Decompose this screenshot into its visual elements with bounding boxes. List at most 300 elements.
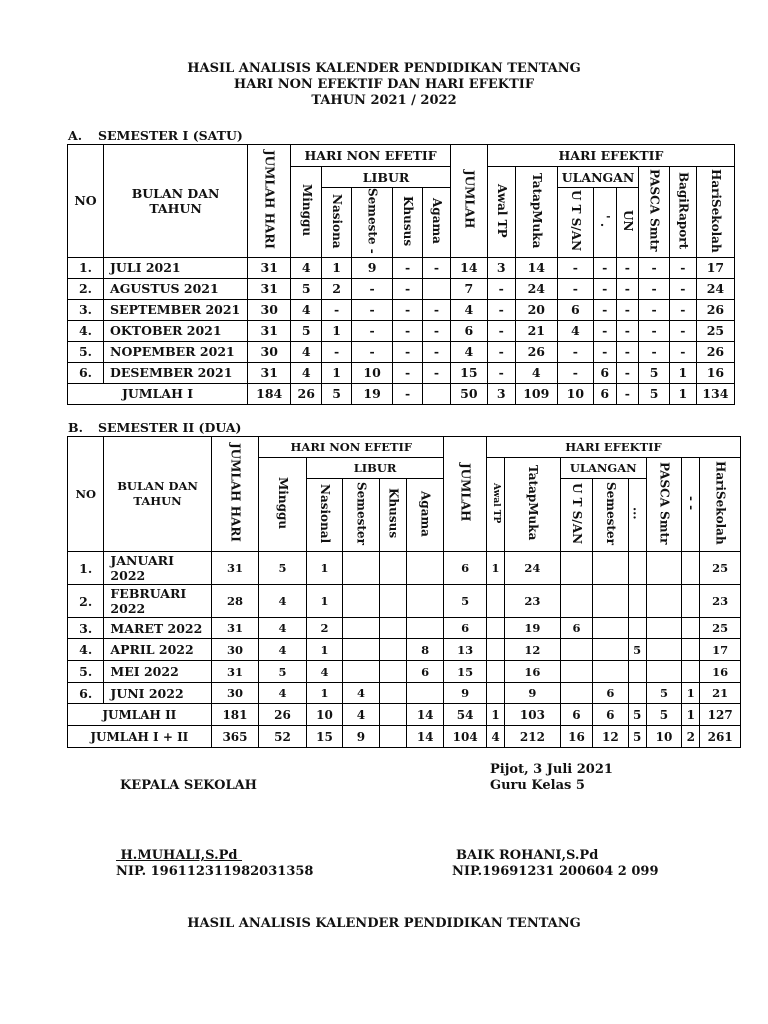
value-cell: 7 [450, 278, 487, 299]
value-cell: 30 [248, 341, 291, 362]
total-cell: 19 [352, 383, 393, 404]
section-a-title: SEMESTER I (SATU) [98, 128, 243, 143]
total-cell: 26 [291, 383, 322, 404]
total-cell: 10 [646, 726, 681, 748]
total-cell: - [616, 383, 639, 404]
value-cell [406, 618, 443, 639]
section-a-heading [68, 128, 243, 143]
value-cell: 16 [700, 661, 741, 683]
month-cell: NOPEMBER 2021 [104, 341, 248, 362]
value-cell: 14 [450, 257, 487, 278]
value-cell: - [423, 341, 451, 362]
row-number: 5. [68, 341, 104, 362]
value-cell: - [616, 278, 639, 299]
value-cell [646, 552, 681, 585]
value-cell [343, 618, 379, 639]
right-role: Guru Kelas 5 [490, 778, 585, 793]
header-tatap-muka: TatapMuka [525, 465, 540, 541]
value-cell: - [423, 257, 451, 278]
value-cell: - [487, 278, 515, 299]
value-cell: 14 [515, 257, 557, 278]
section-a-label: A. [68, 128, 83, 143]
value-cell: 26 [515, 341, 557, 362]
header-semester2: Semester [603, 482, 618, 545]
table-row [68, 257, 735, 278]
header-bagi-raport: BagiRaport [676, 171, 691, 249]
value-cell: 1 [486, 552, 504, 585]
value-cell: 16 [696, 362, 734, 383]
header-nasional: Nasiona [330, 193, 345, 249]
header-ulangan: ULANGAN [557, 167, 638, 188]
month-cell: MARET 2022 [104, 618, 211, 639]
value-cell: 28 [211, 585, 259, 618]
header-uts: U T S/AN [568, 190, 583, 252]
value-cell [486, 639, 504, 661]
value-cell: 12 [505, 639, 561, 661]
header-jumlah: JUMLAH [462, 170, 477, 229]
value-cell: 5 [291, 320, 322, 341]
total-cell: 212 [505, 726, 561, 748]
month-cell: JUNI 2022 [104, 683, 211, 704]
total-cell: 1 [670, 383, 697, 404]
total-cell: 103 [505, 704, 561, 726]
value-cell [646, 661, 681, 683]
value-cell [379, 639, 406, 661]
value-cell: 4 [450, 299, 487, 320]
value-cell [593, 585, 628, 618]
total-cell: 2 [682, 726, 700, 748]
value-cell [628, 661, 646, 683]
total-label: JUMLAH I + II [68, 726, 212, 748]
header-jumlah-hari: JUMLAH HARI [228, 443, 243, 542]
value-cell: 31 [211, 618, 259, 639]
value-cell: 31 [248, 362, 291, 383]
total-cell: 109 [515, 383, 557, 404]
header-efektif: HARI EFEKTIF [486, 437, 740, 458]
value-cell: 4 [343, 683, 379, 704]
value-cell [646, 639, 681, 661]
value-cell [560, 683, 592, 704]
header-pasca: PASCA Smtr [647, 169, 662, 252]
value-cell: 26 [696, 299, 734, 320]
header-un: UN [620, 210, 635, 232]
value-cell [486, 585, 504, 618]
month-cell: AGUSTUS 2021 [104, 278, 248, 299]
semester-a-table [67, 144, 735, 405]
header-agama: Agama [418, 490, 433, 537]
total-cell: 365 [211, 726, 259, 748]
value-cell: - [322, 299, 352, 320]
value-cell: - [593, 341, 616, 362]
value-cell: 16 [505, 661, 561, 683]
value-cell: - [423, 299, 451, 320]
value-cell: - [487, 341, 515, 362]
value-cell [343, 661, 379, 683]
header-minggu: Minggu [276, 476, 291, 530]
row-number: 3. [68, 618, 104, 639]
table-row [68, 618, 741, 639]
value-cell [682, 639, 700, 661]
value-cell: 15 [444, 661, 487, 683]
total-row [68, 726, 741, 748]
header-efektif: HARI EFEKTIF [487, 145, 734, 167]
value-cell: 6 [444, 618, 487, 639]
value-cell: - [352, 341, 393, 362]
value-cell: 17 [696, 257, 734, 278]
value-cell: 6 [560, 618, 592, 639]
value-cell [486, 683, 504, 704]
value-cell: 1 [322, 362, 352, 383]
total-cell: 5 [646, 704, 681, 726]
value-cell [593, 552, 628, 585]
month-cell: FEBRUARI 2022 [104, 585, 211, 618]
total-cell: 10 [557, 383, 593, 404]
total-cell: 16 [560, 726, 592, 748]
value-cell [560, 661, 592, 683]
header-hari-sekolah: HariSekolah [713, 461, 728, 545]
header-minggu: Minggu [299, 184, 314, 237]
value-cell: - [487, 320, 515, 341]
value-cell: 20 [515, 299, 557, 320]
value-cell: 9 [352, 257, 393, 278]
value-cell: 1 [682, 683, 700, 704]
semester-b-table [67, 436, 741, 748]
value-cell: 9 [505, 683, 561, 704]
value-cell: 4 [291, 341, 322, 362]
value-cell: 6 [593, 683, 628, 704]
value-cell [628, 683, 646, 704]
header-khusus: Khusus [401, 195, 416, 246]
value-cell: 5 [259, 552, 307, 585]
value-cell [379, 618, 406, 639]
right-signer-name: BAIK ROHANI,S.Pd [456, 848, 599, 863]
value-cell: - [639, 257, 670, 278]
total-cell: 54 [444, 704, 487, 726]
doc-title-line1: HASIL ANALISIS KALENDER PENDIDIKAN TENTANG [187, 61, 581, 76]
value-cell: 10 [352, 362, 393, 383]
value-cell: 23 [700, 585, 741, 618]
value-cell: 1 [322, 320, 352, 341]
row-number: 6. [68, 362, 104, 383]
row-number: 5. [68, 661, 104, 683]
total-cell: 6 [560, 704, 592, 726]
total-cell: 4 [486, 726, 504, 748]
header-no: NO [68, 145, 104, 258]
value-cell: - [393, 362, 423, 383]
value-cell: - [393, 320, 423, 341]
header-semester: Semester [354, 482, 369, 545]
value-cell [406, 683, 443, 704]
table-row [68, 320, 735, 341]
value-cell: - [423, 320, 451, 341]
month-cell: MEI 2022 [104, 661, 211, 683]
table-row [68, 552, 741, 585]
header-hari-sekolah: HariSekolah [708, 168, 723, 253]
header-col-unlabeled: - - [684, 495, 699, 511]
value-cell: - [616, 257, 639, 278]
value-cell: 5 [646, 683, 681, 704]
value-cell: 4 [259, 618, 307, 639]
value-cell: 5 [291, 278, 322, 299]
value-cell: - [639, 299, 670, 320]
table-row [68, 585, 741, 618]
total-row [68, 704, 741, 726]
value-cell: - [352, 299, 393, 320]
row-number: 1. [68, 552, 104, 585]
month-cell: SEPTEMBER 2021 [104, 299, 248, 320]
total-cell: 14 [406, 726, 443, 748]
value-cell [343, 639, 379, 661]
value-cell: 24 [696, 278, 734, 299]
total-cell [379, 704, 406, 726]
total-cell: 127 [700, 704, 741, 726]
value-cell: - [557, 257, 593, 278]
value-cell: 1 [306, 552, 342, 585]
month-cell: JANUARI 2022 [104, 552, 211, 585]
total-cell: 12 [593, 726, 628, 748]
value-cell: - [616, 341, 639, 362]
total-cell: 1 [486, 704, 504, 726]
value-cell [343, 552, 379, 585]
total-cell: 50 [450, 383, 487, 404]
value-cell: 13 [444, 639, 487, 661]
section-b-title: SEMESTER II (DUA) [98, 420, 242, 435]
value-cell [560, 552, 592, 585]
header-ulangan: ULANGAN [560, 458, 646, 479]
total-cell: 6 [593, 383, 616, 404]
value-cell: 15 [450, 362, 487, 383]
value-cell: 26 [696, 341, 734, 362]
value-cell: 5 [444, 585, 487, 618]
value-cell: - [393, 341, 423, 362]
value-cell: - [616, 362, 639, 383]
value-cell [593, 639, 628, 661]
header-ulangan-col3: ... [630, 507, 645, 520]
row-number: 6. [68, 683, 104, 704]
value-cell: 21 [700, 683, 741, 704]
value-cell: - [557, 341, 593, 362]
left-role: KEPALA SEKOLAH [120, 778, 257, 793]
total-cell: 1 [682, 704, 700, 726]
value-cell: 23 [505, 585, 561, 618]
value-cell: - [557, 362, 593, 383]
total-cell: 4 [343, 704, 379, 726]
value-cell: 6 [557, 299, 593, 320]
header-jumlah: JUMLAH [458, 463, 473, 522]
row-number: 3. [68, 299, 104, 320]
value-cell: 4 [259, 585, 307, 618]
total-cell: 26 [259, 704, 307, 726]
value-cell [379, 585, 406, 618]
value-cell: 4 [291, 362, 322, 383]
value-cell: 3 [487, 257, 515, 278]
row-number: 1. [68, 257, 104, 278]
value-cell: 4 [306, 661, 342, 683]
total-cell: 5 [639, 383, 670, 404]
table-row [68, 661, 741, 683]
value-cell [486, 618, 504, 639]
total-label: JUMLAH I [68, 383, 248, 404]
value-cell: 1 [306, 639, 342, 661]
total-cell: 5 [322, 383, 352, 404]
value-cell [379, 552, 406, 585]
header-semester: Semeste - [365, 188, 380, 254]
header-tatap-muka: TatapMuka [529, 172, 544, 249]
value-cell [628, 585, 646, 618]
header-agama: Agama [429, 197, 444, 244]
value-cell: 30 [211, 683, 259, 704]
header-non-efektif: HARI NON EFETIF [291, 145, 451, 167]
value-cell: 31 [211, 661, 259, 683]
row-number: 2. [68, 585, 104, 618]
left-signer-nip: NIP. 196112311982031358 [116, 864, 314, 879]
value-cell [560, 639, 592, 661]
value-cell: 6 [450, 320, 487, 341]
section-b-heading [68, 420, 241, 435]
value-cell: 25 [700, 552, 741, 585]
value-cell [682, 661, 700, 683]
value-cell [379, 683, 406, 704]
total-cell [379, 726, 406, 748]
total-cell: 5 [628, 726, 646, 748]
value-cell: 6 [593, 362, 616, 383]
total-cell: 5 [628, 704, 646, 726]
value-cell: - [487, 362, 515, 383]
total-cell: 261 [700, 726, 741, 748]
header-bulan: BULAN DAN TAHUN [104, 437, 211, 552]
value-cell: 5 [259, 661, 307, 683]
value-cell: 19 [505, 618, 561, 639]
value-cell [406, 552, 443, 585]
value-cell: - [393, 257, 423, 278]
value-cell: 2 [322, 278, 352, 299]
value-cell: - [593, 299, 616, 320]
value-cell: - [670, 341, 697, 362]
total-cell: 181 [211, 704, 259, 726]
value-cell: 21 [515, 320, 557, 341]
value-cell: 4 [557, 320, 593, 341]
total-cell: 184 [248, 383, 291, 404]
value-cell: - [639, 341, 670, 362]
value-cell: - [352, 278, 393, 299]
value-cell: 31 [248, 320, 291, 341]
value-cell [646, 585, 681, 618]
header-bulan: BULAN DAN TAHUN [104, 145, 248, 258]
value-cell [593, 661, 628, 683]
month-cell: DESEMBER 2021 [104, 362, 248, 383]
doc-title-line3: TAHUN 2021 / 2022 [311, 93, 457, 108]
value-cell: - [322, 341, 352, 362]
value-cell: 2 [306, 618, 342, 639]
value-cell: 25 [696, 320, 734, 341]
value-cell [628, 552, 646, 585]
row-number: 2. [68, 278, 104, 299]
value-cell [628, 618, 646, 639]
total-cell: 3 [487, 383, 515, 404]
value-cell [406, 585, 443, 618]
value-cell: - [487, 299, 515, 320]
value-cell: 30 [248, 299, 291, 320]
footer-title: HASIL ANALISIS KALENDER PENDIDIKAN TENTANG [187, 916, 581, 931]
value-cell: 24 [505, 552, 561, 585]
value-cell: 8 [406, 639, 443, 661]
header-non-efektif: HARI NON EFETIF [259, 437, 444, 458]
value-cell: 5 [639, 362, 670, 383]
section-b-label: B. [68, 420, 83, 435]
value-cell: 4 [259, 639, 307, 661]
value-cell: 4 [450, 341, 487, 362]
value-cell: - [639, 320, 670, 341]
value-cell: 1 [306, 683, 342, 704]
value-cell: 4 [259, 683, 307, 704]
value-cell: 4 [515, 362, 557, 383]
value-cell: 31 [248, 278, 291, 299]
total-cell: 15 [306, 726, 342, 748]
table-row [68, 683, 741, 704]
table-row [68, 278, 735, 299]
month-cell: OKTOBER 2021 [104, 320, 248, 341]
value-cell: 1 [670, 362, 697, 383]
value-cell: - [670, 320, 697, 341]
value-cell: 24 [515, 278, 557, 299]
header-awal-tp: Awal TP [491, 482, 501, 524]
place-date: Pijot, 3 Juli 2021 [490, 762, 613, 777]
total-cell: 10 [306, 704, 342, 726]
right-signer-nip: NIP.19691231 200604 2 099 [452, 864, 659, 879]
value-cell: - [670, 278, 697, 299]
value-cell [343, 585, 379, 618]
value-cell: - [393, 299, 423, 320]
value-cell: - [393, 278, 423, 299]
total-cell [423, 383, 451, 404]
total-cell: 9 [343, 726, 379, 748]
header-uts: U T S/AN [569, 482, 584, 545]
value-cell: - [593, 278, 616, 299]
value-cell [682, 618, 700, 639]
value-cell: 4 [291, 257, 322, 278]
value-cell: 30 [211, 639, 259, 661]
header-nasional: Nasional [318, 483, 333, 544]
value-cell: 31 [211, 552, 259, 585]
header-jumlah-hari: JUMLAH HARI [262, 149, 277, 249]
header-ulangan-col2: ' . [598, 214, 613, 227]
value-cell: 6 [406, 661, 443, 683]
value-cell: 17 [700, 639, 741, 661]
value-cell [682, 552, 700, 585]
value-cell: - [593, 320, 616, 341]
value-cell: 31 [248, 257, 291, 278]
value-cell: - [639, 278, 670, 299]
total-cell: 14 [406, 704, 443, 726]
value-cell: 9 [444, 683, 487, 704]
value-cell [593, 618, 628, 639]
row-number: 4. [68, 320, 104, 341]
value-cell: - [670, 257, 697, 278]
value-cell [379, 661, 406, 683]
value-cell [646, 618, 681, 639]
value-cell [682, 585, 700, 618]
total-cell: 52 [259, 726, 307, 748]
left-signer-name: H.MUHALI,S.Pd [116, 848, 243, 863]
header-awal-tp: Awal TP [494, 183, 509, 238]
total-cell: - [393, 383, 423, 404]
doc-title-line2: HARI NON EFEKTIF DAN HARI EFEKTIF [233, 77, 535, 92]
value-cell: 5 [628, 639, 646, 661]
total-cell: 104 [444, 726, 487, 748]
table-row [68, 639, 741, 661]
table-row [68, 299, 735, 320]
header-libur: LIBUR [306, 458, 444, 479]
